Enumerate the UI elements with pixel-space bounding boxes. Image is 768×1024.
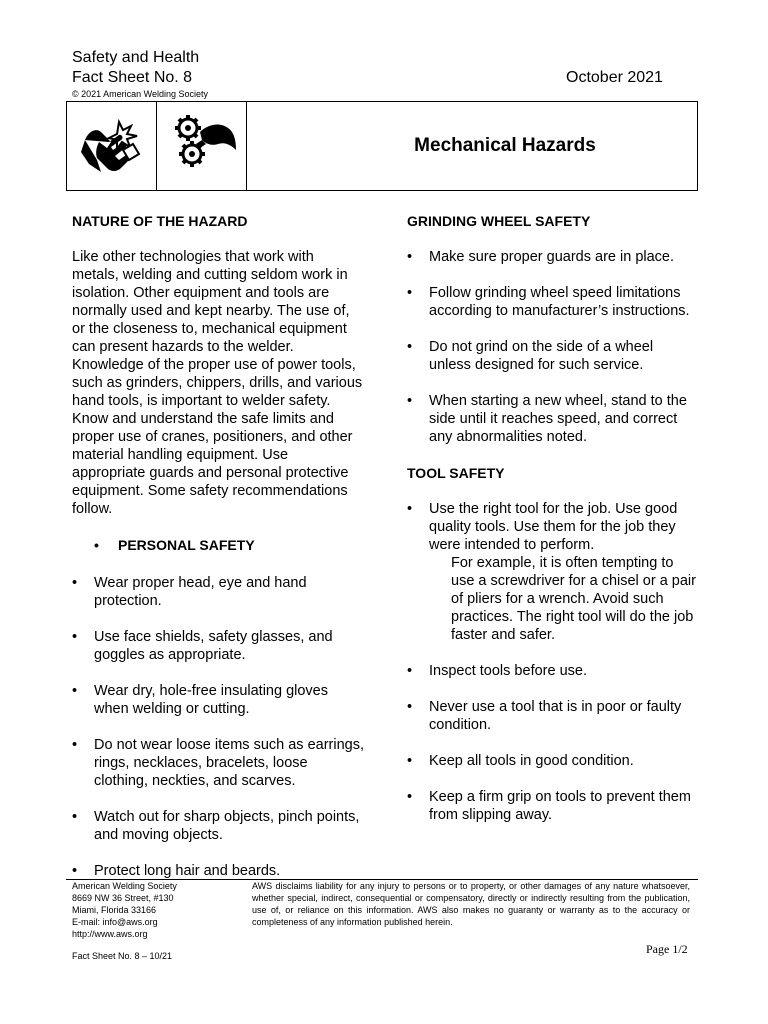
page-number: Page 1/2 xyxy=(646,942,688,956)
header-line-2: Fact Sheet No. 8 xyxy=(72,69,193,86)
tool-list xyxy=(407,500,697,824)
list-item: • Do not wear loose items such as earrings, rings, necklaces, bracelets, loose clothing, neckties, and scarves. xyxy=(72,736,364,790)
list-item: • Make sure proper guards are in place. xyxy=(407,248,697,266)
personal-list xyxy=(72,574,364,880)
list-item: • When starting a new wheel, stand to the side until it reaches speed, and correct any abnormalities noted. xyxy=(407,392,697,446)
list-item: • Never use a tool that is in poor or faulty condition. xyxy=(407,698,697,734)
footer-web[interactable]: http://www.aws.org xyxy=(72,929,148,939)
left-column xyxy=(72,212,364,898)
nature-body: Like other technologies that work with metals, welding and cutting seldom work in isolation. Other equipment and tools are normally used and kept nearby. The use of, or the closeness to, mechanical equipment can present hazards to the welder. Knowledge of the proper use of power tools, such as grinders, chippers, drills, and various hand tools, is important to welder safety. Know and understand the safe limits and proper use of cranes, positioners, and other material handling equipment. Use appropriate guards and personal protective equipment. Some safety recommendations follow. xyxy=(72,249,363,517)
header-date: October 2021 xyxy=(566,69,663,86)
tool-item-1-example: For example, it is often tempting to use a screwdriver for a chisel or a pair of pliers for a wrench. Avoid such practices. The right tool will do the job faster and safer. xyxy=(451,555,696,643)
list-item: • Keep a firm grip on tools to prevent them from slipping away. xyxy=(407,788,697,824)
grinding-heading: GRINDING WHEEL SAFETY xyxy=(407,213,591,229)
footer-org: American Welding Society xyxy=(72,881,177,891)
footer-street: 8669 NW 36 Street, #130 xyxy=(72,893,174,903)
list-item: • Keep all tools in good condition. xyxy=(407,752,697,770)
right-column xyxy=(407,212,697,842)
list-item: • Inspect tools before use. xyxy=(407,662,697,680)
footer-city: Miami, Florida 33166 xyxy=(72,905,157,915)
tool-item-1: • Use the right tool for the job. Use good quality tools. Use them for the job they were intended to perform. xyxy=(429,501,678,553)
footer-disclaimer: AWS disclaims liability for any injury to persons or to property, or other damages of any nature whatsoever, whether special, indirect, consequential or compensatory, directly or indirectly resulting from the publication, use of, or reliance on this information. AWS also makes no guaranty or warranty as to the accuracy or completeness of any information published herein. xyxy=(252,881,690,927)
list-item: • Protect long hair and beards. xyxy=(72,862,364,880)
tool-heading: TOOL SAFETY xyxy=(407,465,505,481)
list-item: • Wear dry, hole-free insulating gloves when welding or cutting. xyxy=(72,682,364,718)
list-item xyxy=(407,500,697,644)
footer-sheet-id: Fact Sheet No. 8 – 10/21 xyxy=(72,951,173,961)
list-item: • Wear proper head, eye and hand protection. xyxy=(72,574,364,610)
page-title: Mechanical Hazards xyxy=(414,135,596,156)
list-item: • Watch out for sharp objects, pinch points, and moving objects. xyxy=(72,808,364,844)
icon-cell-1 xyxy=(67,102,157,190)
footer-email[interactable]: E-mail: info@aws.org xyxy=(72,917,158,927)
footer-address xyxy=(72,880,242,940)
list-item: • Do not grind on the side of a wheel unless designed for such service. xyxy=(407,338,697,374)
copyright: © 2021 American Welding Society xyxy=(72,89,209,99)
personal-heading-row xyxy=(72,536,364,554)
header-line-1: Safety and Health xyxy=(72,49,200,66)
personal-heading: PERSONAL SAFETY xyxy=(118,537,255,553)
icon-cell-2 xyxy=(156,102,247,190)
personal-bullet: • xyxy=(94,537,99,553)
grinding-list xyxy=(407,248,697,446)
list-item: • Follow grinding wheel speed limitations according to manufacturer’s instructions. xyxy=(407,284,697,320)
hand-gear-icon xyxy=(156,102,246,190)
hand-injury-icon xyxy=(67,102,156,190)
nature-heading: NATURE OF THE HAZARD xyxy=(72,213,248,229)
list-item: • Use face shields, safety glasses, and goggles as appropriate. xyxy=(72,628,364,664)
title-banner xyxy=(66,101,698,191)
